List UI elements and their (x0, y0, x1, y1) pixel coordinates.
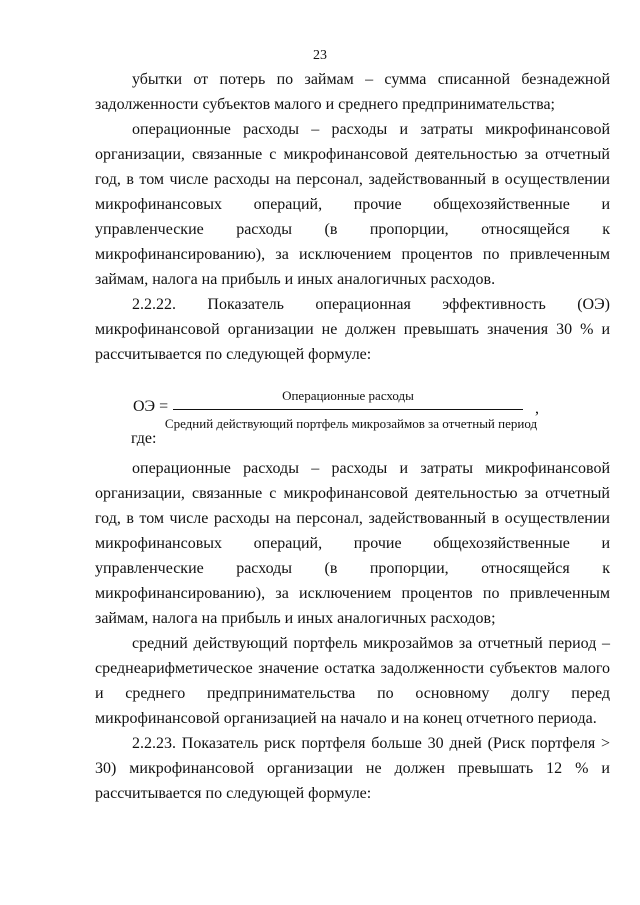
formula-denominator: Средний действующий портфель микрозаймов за отчетный период (164, 416, 538, 431)
fraction-bar (173, 409, 523, 410)
text-block-bottom (95, 456, 610, 806)
formula-trailing-comma: , (535, 400, 539, 417)
page-number: 23 (313, 48, 327, 63)
paragraph-average-portfolio-definition: средний действующий портфель микрозаймов за отчетный период – среднеарифметическое значение остатка задолженности субъектов малого и среднего предпринимательства по основному долгу перед микрофинансовой организацией на начало и на конец отчетного периода. (95, 635, 610, 727)
formula-where-label: где: (131, 430, 157, 447)
paragraph-clause-2-2-22: 2.2.22. Показатель операционная эффективность (ОЭ) микрофинансовой организации не должен превышать значения 30 % и рассчитывается по следующей формуле: (95, 296, 610, 363)
text-block-top (95, 67, 610, 367)
paragraph-operating-expenses-definition-2: операционные расходы – расходы и затраты микрофинансовой организации, связанные с микрофинансовой деятельностью за отчетный год, в том числе расходы на персонал, задействованный в осуществлении микрофинансовых операций, прочие общехозяйственные и управленческие расходы (в пропорции, относящейся к микрофинансированию), за исключением процентов по привлеченным займам, налога на прибыль и иных аналогичных расходов; (95, 460, 610, 627)
formula-lhs: ОЭ = (133, 398, 169, 415)
formula-numerator: Операционные расходы (282, 388, 414, 403)
formula-operational-efficiency (95, 388, 610, 438)
paragraph-operating-expenses-definition: операционные расходы – расходы и затраты микрофинансовой организации, связанные с микрофинансовой деятельностью за отчетный год, в том числе расходы на персонал, задействованный в осуществлении микрофинансовых операций, прочие общехозяйственные и управленческие расходы (в пропорции, относящейся к микрофинансированию), за исключением процентов по привлеченным займам, налога на прибыль и иных аналогичных расходов. (95, 121, 610, 288)
paragraph-loan-loss-definition: убытки от потерь по займам – сумма списанной безнадежной задолженности субъектов малого и среднего предпринимательства; (95, 71, 610, 113)
paragraph-clause-2-2-23: 2.2.23. Показатель риск портфеля больше 30 дней (Риск портфеля > 30) микрофинансовой организации не должен превышать 12 % и рассчитывается по следующей формуле: (95, 735, 610, 802)
